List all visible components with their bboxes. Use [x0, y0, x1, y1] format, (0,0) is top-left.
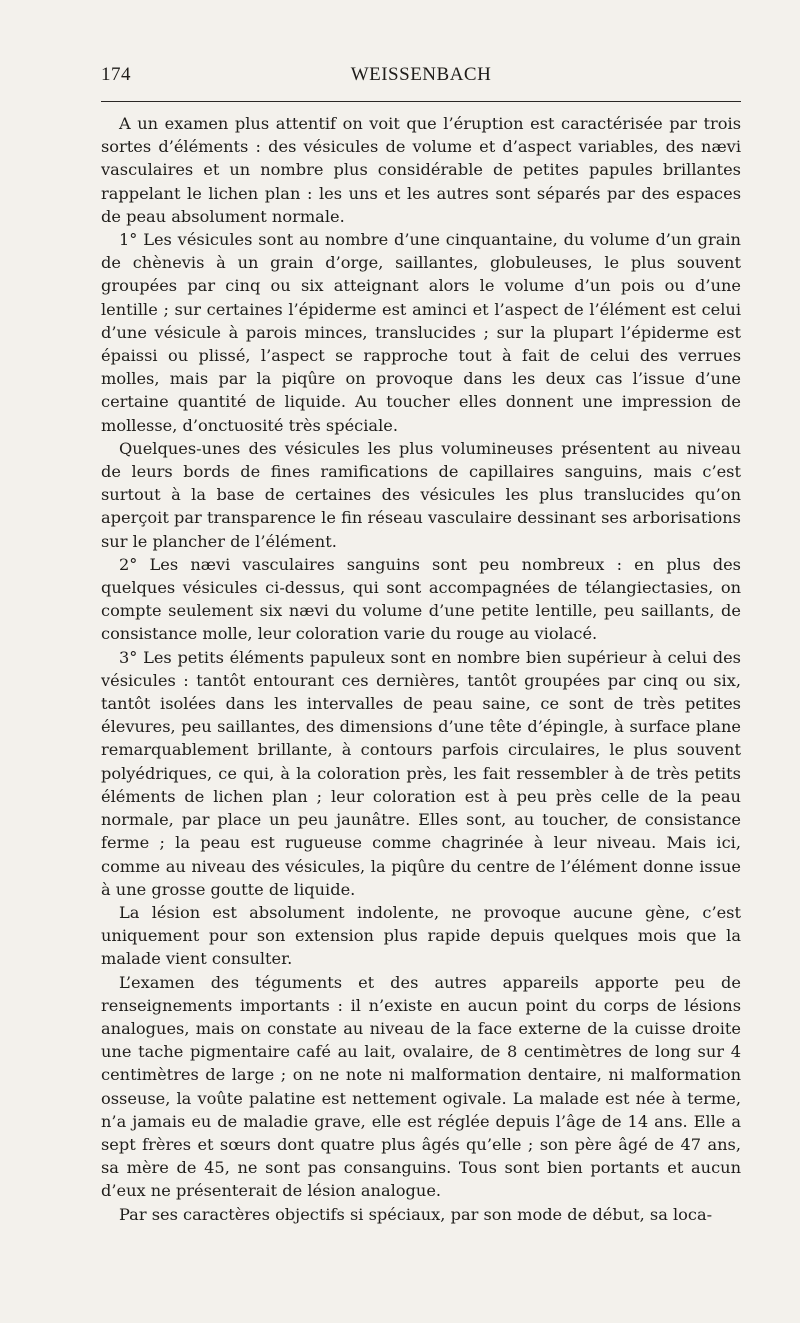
- header-rule: [101, 101, 741, 102]
- paragraph-lesion: La lésion est absolument indolente, ne provoque aucune gène, c’est uniquement pour son extension plus rapide depuis quelques mois que la malade vient consulter.: [101, 902, 741, 969]
- paragraph-teguments: L’examen des téguments et des autres appareils apporte peu de renseignements importants : il n’existe en aucun point du corps de lésions analogues, mais on constate au niveau de la face externe de la cuisse droite une tache pigmentaire café au lait, ovalaire, de 8 centimètres de long sur 4 centimètres de large ; on ne note ni malformation dentaire, ni malformation osseuse, la voûte palatine est nettement ogivale. La malade est née à terme, n’a jamais eu de maladie grave, elle est réglée depuis l’âge de 14 ans. Elle a sept frères et sœurs dont quatre plus âgés qu’elle ; son père âgé de 47 ans, sa mère de 45, ne sont pas consanguins. Tous sont bien portants et aucun d’eux ne présenterait de lésion analogue.: [101, 972, 741, 1201]
- paragraph-caracteres: Par ses caractères objectifs si spéciaux, par son mode de début, sa loca-: [119, 1204, 713, 1224]
- paragraph-vesicules: 1° Les vésicules sont au nombre d’une cinquantaine, du volume d’un grain de chènevis à un grain d’orge, saillantes, globuleuses, le plus souvent groupées par cinq ou six atteignant alors le volume d’un pois ou d’une lentille ; sur certaines l’épiderme est aminci et l’aspect de l’élément est celui d’une vésicule à parois minces, translucides ; sur la plupart l’épiderme est épaissi ou plissé, l’aspect se rapproche tout à fait de celui des verrues molles, mais par la piqûre on provoque dans les deux cas l’issue d’une certaine quantité de liquide. Au toucher elles donnent une impression de mollesse, d’onctuosité très spéciale.: [101, 230, 741, 435]
- running-head: [101, 58, 741, 88]
- book-page: [101, 58, 741, 1226]
- running-title: WEISSENBACH: [350, 64, 492, 85]
- body-text: [101, 112, 741, 1226]
- paragraph-ramifications: Quelques-unes des vésicules les plus volumineuses présentent au niveau de leurs bords de fines ramifications de capillaires sanguins, mais c’est surtout à la base de certaines des vésicules les plus translucides qu’on aperçoit par transparence le fin réseau vasculaire dessinant ses arborisations sur le plancher de l’élément.: [101, 438, 741, 551]
- paragraph-examen: A un examen plus attentif on voit que l’éruption est caractérisée par trois sortes d’éléments : des vésicules de volume et d’aspect variables, des nævi vasculaires et un nombre plus considérable de petites papules brillantes rappelant le lichen plan : les uns et les autres sont séparés par des espaces de peau absolument normale.: [101, 114, 741, 226]
- page-number: 174: [101, 64, 131, 85]
- paragraph-naevi: 2° Les nævi vasculaires sanguins sont peu nombreux : en plus des quelques vésicules ci-dessus, qui sont accompagnées de télangiectasies, on compte seulement six nævi du volume d’une petite lentille, peu saillants, de consistance molle, leur coloration varie du rouge au violacé.: [101, 554, 741, 644]
- paragraph-papules: 3° Les petits éléments papuleux sont en nombre bien supérieur à celui des vésicules : tantôt entourant ces dernières, tantôt groupées par cinq ou six, tantôt isolées dans les intervalles de peau saine, ce sont de très petites élevures, peu saillantes, des dimensions d’une tête d’épingle, à surface plane remarquablement brillante, à contours parfois circulaires, le plus souvent polyédriques, ce qui, à la coloration près, les fait ressembler à de très petits éléments de lichen plan ; leur coloration est à peu près celle de la peau normale, par place un peu jaunâtre. Elles sont, au toucher, de consistance ferme ; la peau est rugueuse comme chagrinée à leur niveau. Mais ici, comme au niveau des vésicules, la piqûre du centre de l’élément donne issue à une grosse goutte de liquide.: [101, 647, 741, 899]
